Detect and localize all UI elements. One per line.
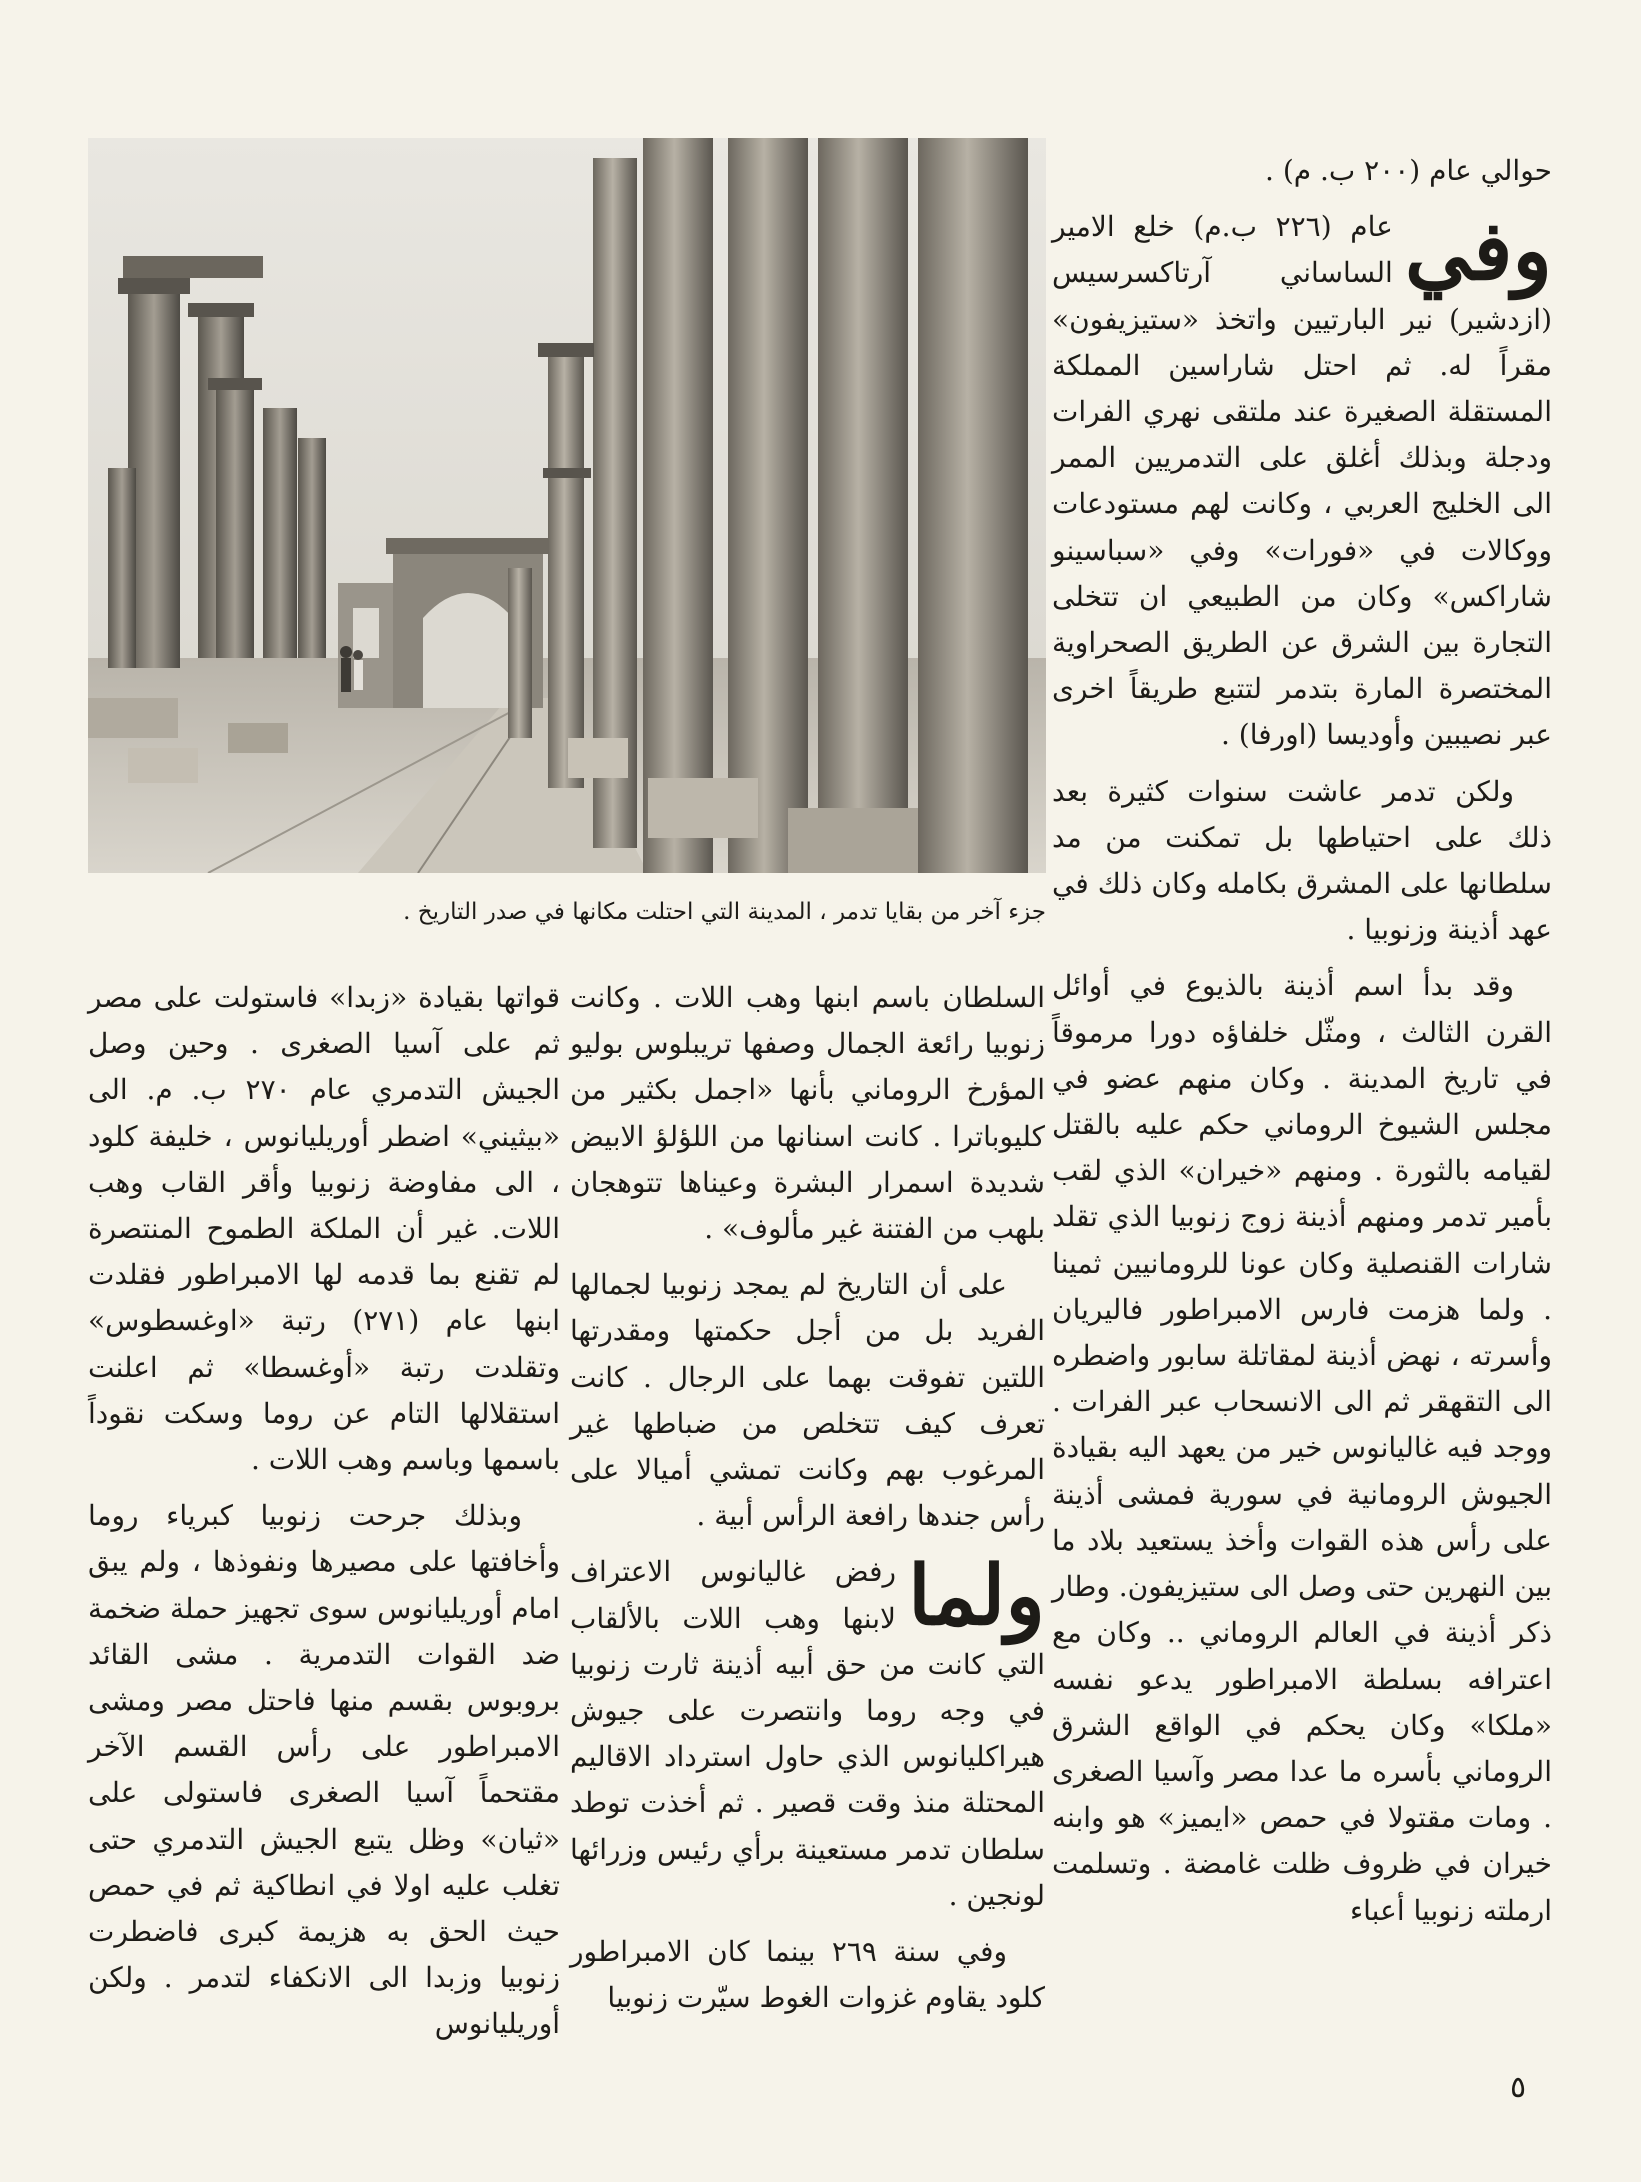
paragraph <box>570 1549 1045 1919</box>
paragraph <box>88 1493 560 2047</box>
text-column-right <box>1052 148 1552 1944</box>
paragraph-text: ولكن تدمر عاشت سنوات كثيرة بعد ذلك على احتياطها بل تمكنت من مد سلطانها على المشرق بكامله وكان ذلك في عهد أذينة وزنوبيا . <box>1052 774 1552 947</box>
paragraph <box>570 1262 1045 1539</box>
paragraph-text: قواتها بقيادة «زبدا» فاستولت على مصر ثم على آسيا الصغرى . وحين وصل الجيش التدمري عام ٢٧٠ ب. م. الى «بيثيني» اضطر أوريليانوس ، خليفة كلود ، الى مفاوضة زنوبيا وأقر القاب وهب اللات. غير أن الملكة الطموح المنتصرة لم تقنع بما قدمه لها الامبراطور فقلدت ابنها عام (٢٧١) رتبة «اوغسطوس» وتقلدت رتبة «أوغسطا» ثم اعلنت استقلالها التام عن روما وسكت نقوداً باسمها وباسم وهب اللات . <box>88 981 560 1477</box>
paragraph-text: حوالي عام (٢٠٠ ب. م) . <box>1265 154 1552 187</box>
palmyra-colonnade-illustration <box>88 138 1046 873</box>
dropcap: وفي <box>1404 203 1552 300</box>
paragraph <box>88 975 560 1483</box>
paragraph <box>1052 148 1552 194</box>
paragraph <box>1052 963 1552 1933</box>
text-column-middle <box>570 975 1045 2031</box>
paragraph-text: وبذلك جرحت زنوبيا كبرياء روما وأخافتها على مصيرها ونفوذها ، ولم يبق امام أوريليانوس سوى تجهيز حملة ضخمة ضد القوات التدمرية . مشى القائد بروبوس بقسم منها فاحتل مصر ومشى الامبراطور على رأس القسم الآخر مقتحماً آسيا الصغرى فاستولى على «ثيان» وظل يتبع الجيش التدمري حتى تغلب عليه اولا في انطاكية ثم في حمص حيث الحق به هزيمة كبرى فاضطرت زنوبيا وزبدا الى الانكفاء لتدمر . ولكن أوريليانوس <box>88 1499 560 2041</box>
paragraph <box>1052 204 1552 758</box>
photo-caption: جزء آخر من بقايا تدمر ، المدينة التي احتلت مكانها في صدر التاريخ . <box>403 899 1046 925</box>
paragraph <box>570 1929 1045 2021</box>
paragraph-text: السلطان باسم ابنها وهب اللات . وكانت زنوبيا رائعة الجمال وصفها تريبلوس بوليو المؤرخ الروماني بأنها «اجمل بكثير من كليوباترا . كانت اسنانها من اللؤلؤ الابيض شديدة اسمرار البشرة وعيناها تتوهجان بلهب من الفتنة غير مألوف» . <box>570 981 1045 1246</box>
page-number: ٥ <box>1510 2070 1527 2105</box>
paragraph <box>570 975 1045 1252</box>
text-column-left <box>88 975 560 2058</box>
paragraph <box>1052 769 1552 954</box>
palmyra-ruins-photo <box>88 138 1046 873</box>
paragraph-text: عام (٢٢٦ ب.م) خلع الامير الساساني آرتاكسرسيس (ازدشير) نير البارتيين واتخذ «ستيزيفون» مقراً له. ثم احتل شاراسين المملكة المستقلة الصغيرة عند ملتقى نهري الفرات ودجلة وبذلك أغلق على التدمريين الممر الى الخليج العربي ، وكانت لهم مستودعات ووكالات في «فورات» وفي «سباسينو شاراكس» وكان من الطبيعي ان تتخلى التجارة بين الشرق عن الطريق الصحراوية المختصرة المارة بتدمر لتتبع طريقاً اخرى عبر نصيبين وأوديسا (اورفا) . <box>1052 210 1552 752</box>
paragraph-text: وقد بدأ اسم أذينة بالذيوع في أوائل القرن الثالث ، ومثّل خلفاؤه دورا مرموقاً في تاريخ المدينة . وكان منهم عضو في مجلس الشيوخ الروماني حكم عليه بالقتل لقيامه بالثورة . ومنهم «خيران» الذي لقب بأمير تدمر ومنهم أذينة زوج زنوبيا الذي تقلد شارات القنصلية وكان عونا للرومانيين ثمينا . ولما هزمت فارس الامبراطور فاليريان وأسرته ، نهض أذينة لمقاتلة سابور واضطره الى التقهقر ثم الى الانسحاب عبر الفرات . ووجد فيه غاليانوس خير من يعهد اليه بقيادة الجيوش الرومانية في سورية فمشى أذينة على رأس هذه القوات وأخذ يستعيد بلاد ما بين النهرين حتى وصل الى ستيزيفون. وطار ذكر أذينة في العالم الروماني .. وكان مع اعترافه بسلطة الامبراطور يدعو نفسه «ملكا» وكان يحكم في الواقع الشرق الروماني بأسره ما عدا مصر وآسيا الصغرى . ومات مقتولا في حمص «ايميز» هو وابنه خيران في ظروف ظلت غامضة . وتسلمت ارملته زنوبيا أعباء <box>1052 969 1552 1927</box>
paragraph-text: على أن التاريخ لم يمجد زنوبيا لجمالها الفريد بل من أجل حكمتها ومقدرتها اللتين تفوقت بهما على الرجال . كانت تعرف كيف تتخلص من ضباطها غير المرغوب بهم وكانت تمشي أميالا على رأس جندها رافعة الرأس أبية . <box>570 1268 1045 1533</box>
dropcap: ولما <box>908 1548 1045 1645</box>
paragraph-text: وفي سنة ٢٦٩ بينما كان الامبراطور كلود يقاوم غزوات الغوط سيّرت زنوبيا <box>570 1935 1045 2015</box>
paragraph-text: رفض غاليانوس الاعتراف لابنها وهب اللات بالألقاب التي كانت من حق أبيه أذينة ثارت زنوبيا في وجه روما وانتصرت على جيوش هيراكليانوس الذي حاول استرداد الاقاليم المحتلة منذ وقت قصير . ثم أخذت توطد سلطان تدمر مستعينة برأي رئيس وزرائها لونجين . <box>570 1555 1045 1912</box>
